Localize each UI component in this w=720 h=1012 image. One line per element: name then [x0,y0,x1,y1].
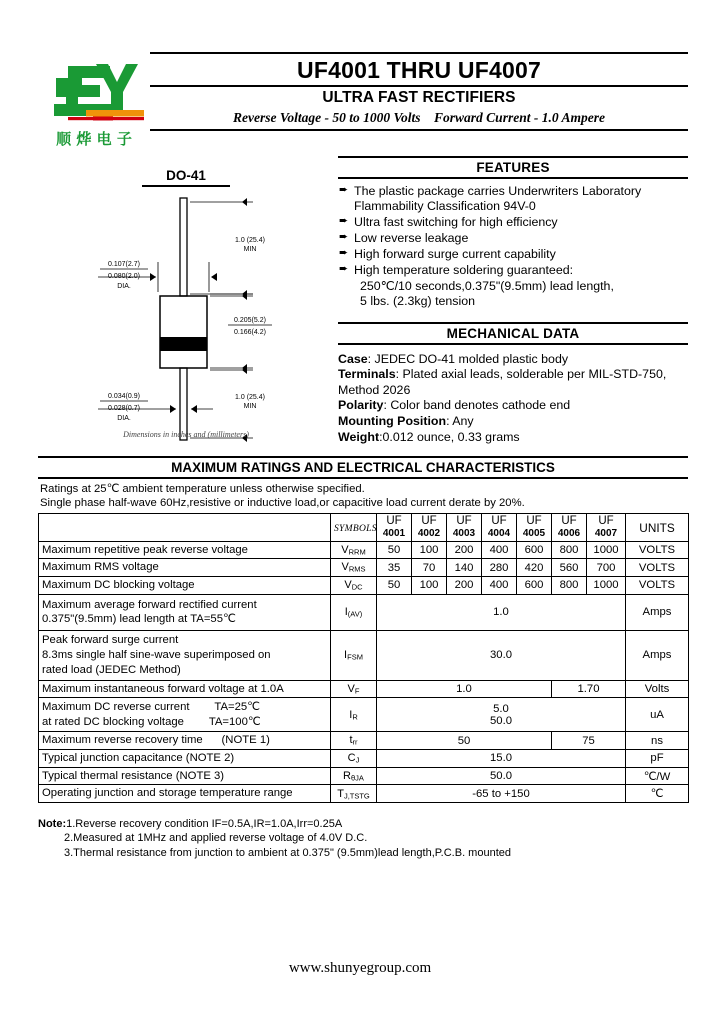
feature-item [338,263,688,278]
row-value: 140 [447,559,482,577]
lead-upper [180,198,187,296]
mechanical-sep: : [367,351,375,366]
row-value: 100 [412,541,447,559]
notes-label: Note: [38,818,67,830]
symbol-sub: θJA [351,773,364,783]
feature-item [338,184,688,215]
mechanical-row-mounting [338,414,688,430]
logo-svg [38,58,150,154]
dim-body-dia-line3: DIA. [117,283,131,290]
row-value: 70 [412,559,447,577]
arrow-bullet-icon: ➨ [339,184,349,196]
feature-text: High forward surge current capability [354,247,556,261]
symbol-sub: rr [352,738,358,748]
page-header [38,52,688,156]
logo-stripe-red-2 [93,117,113,121]
symbol-main: C [347,752,356,765]
row-value: 100 [412,577,447,595]
symbol-sub: RRM [348,547,366,557]
mechanical-row-terminals [338,367,688,398]
row-value: 600 [517,541,552,559]
mechanical-value: Color band denotes cathode end [390,398,571,413]
row-description [39,630,331,680]
logo-chinese-text: 顺 烨 电 子 [56,130,132,148]
feature-continuation-line-1: 250℃/10 seconds,0.375"(9.5mm) lead length, [360,278,614,293]
part-prefix: UF [526,515,542,528]
row-units: ℃ [626,785,689,803]
header-blank-cell [39,514,331,542]
dim-lead-dia-line2: 0.028(0.7) [108,405,140,412]
row-value: 50 [377,577,412,595]
feature-text: Ultra fast switching for high efficiency [354,215,558,230]
mechanical-sep: : [383,398,391,413]
row-units: pF [626,750,689,768]
mechanical-label: Polarity [338,398,384,413]
symbol-sub: RMS [348,565,366,575]
row-value: 600 [517,577,552,595]
row-symbol [331,630,377,680]
part-prefix: UF [491,515,507,528]
mechanical-label: Case [338,351,368,366]
table-row [39,594,689,630]
row-units: VOLTS [626,559,689,577]
mechanical-data-list [338,352,688,446]
row-value-span: 15.0 [377,750,626,768]
note-line-3: 3.Thermal resistance from junction to ambient at 0.375" (9.5mm)lead length,P.C.B. mounted [64,846,511,859]
page-title: UF4001 THRU UF4007 [297,57,541,83]
arrow-bullet-icon: ➨ [339,262,349,275]
mechanical-row-case [338,352,688,368]
row-description-line: Maximum average forward rectified current [42,598,257,611]
mechanical-label: Terminals [338,367,396,382]
part-number: 4001 [382,528,406,540]
logo-stripe-orange-2 [86,114,144,117]
row-description [39,594,331,630]
row-value: 420 [517,559,552,577]
symbol-sub: J,TSTG [343,791,370,801]
table-row [39,577,689,595]
feature-text: The plastic package carries Underwriters Laboratory Flammability Classification 94V-0 [354,184,642,214]
symbol-main: I [344,648,348,661]
dim-lead-top-line2: MIN [243,246,257,253]
feature-text: Low reverse leakage [354,231,469,246]
row-value-stacked-line: 50.0 [490,714,512,727]
row-value: 50 [377,541,412,559]
header-symbols [331,514,377,542]
mechanical-sep: : [379,429,383,444]
row-description-line: rated load (JEDEC Method) [42,663,181,676]
row-symbol [331,594,377,630]
row-symbol [331,732,377,750]
mechanical-heading: MECHANICAL DATA [446,325,580,341]
feature-item [338,247,688,262]
row-value-split-low: 1.0 [377,680,552,698]
mechanical-value: JEDEC DO-41 molded plastic body [374,351,569,366]
part-prefix: UF [561,515,577,528]
features-column [338,156,688,454]
arrow-bullet-icon: ➨ [339,215,349,228]
row-units: Amps [626,630,689,680]
symbol-sub: R [352,712,358,722]
header-part-uf4003 [447,514,482,542]
header-part-uf4002 [412,514,447,542]
row-description: Maximum instantaneous forward voltage at 1.0A [39,680,331,698]
row-symbol [331,785,377,803]
symbol-main: I [349,708,353,721]
do41-outline-drawing [38,184,338,454]
row-symbol [331,577,377,595]
row-value: 800 [552,577,587,595]
row-value-span: 50.0 [377,767,626,785]
row-value-split-low: 50 [377,732,552,750]
row-value: 1000 [587,577,626,595]
feature-text: High temperature soldering guaranteed: [354,262,574,277]
note-line-1 [38,817,678,831]
table-row [39,541,689,559]
dim-lead-top-line1: 1.0 (25.4) [235,237,265,244]
table-row [39,630,689,680]
row-description-line: 8.3ms single half sine-wave superimposed on [42,648,271,661]
row-value: 560 [552,559,587,577]
features-list [338,184,688,278]
row-description: Maximum DC blocking voltage [39,577,331,595]
header-part-uf4006 [552,514,587,542]
row-units: uA [626,698,689,732]
row-units: VOLTS [626,541,689,559]
row-symbol [331,767,377,785]
row-description-line: 0.375"(9.5mm) lead length at TA=55℃ [42,613,236,626]
header-part-uf4001 [377,514,412,542]
symbol-sub: F [354,686,360,696]
logo-stripe-orange-1 [86,110,144,114]
header-titles [150,52,688,156]
table-row [39,559,689,577]
dim-lead-dia-line3: DIA. [117,415,131,422]
symbol-main: t [349,734,353,747]
symbol-main: V [341,543,349,556]
part-number: 4007 [594,528,618,540]
feature-item [338,231,688,246]
row-description-line: at rated DC blocking voltage TA=100℃ [42,715,261,728]
row-value: 1000 [587,541,626,559]
note-text: 1.Reverse recovery condition IF=0.5A,IR=1.0A,Irr=0.25A [66,818,343,830]
row-value-span: 1.0 [377,594,626,630]
part-prefix: UF [386,515,402,528]
row-value-stacked [377,698,626,732]
symbol-main: V [341,561,349,574]
package-drawing-column [38,156,338,454]
header-part-uf4005 [517,514,552,542]
ratings-conditions [38,479,688,513]
row-units: Volts [626,680,689,698]
part-prefix: UF [598,515,614,528]
diode-body [160,296,207,368]
row-description: Maximum repetitive peak reverse voltage [39,541,331,559]
row-value: 35 [377,559,412,577]
ratings-condition-line-1: Ratings at 25℃ ambient temperature unless otherwise specified. [40,483,365,495]
notes-section [38,817,678,860]
row-description [39,698,331,732]
part-prefix: UF [421,515,437,528]
row-value: 800 [552,541,587,559]
mechanical-sep: : [395,367,403,382]
dim-body-dia-line2: 0.080(2.0) [108,273,140,280]
arrow-bullet-icon: ➨ [339,231,349,244]
feature-item [338,215,688,230]
row-value-split-high: 75 [552,732,626,750]
mechanical-value: Any [452,414,474,428]
symbol-main: R [343,769,351,782]
part-number: 4002 [417,528,441,540]
row-symbol [331,698,377,732]
arrow-bullet-icon: ➨ [339,247,349,259]
part-number: 4005 [522,528,546,540]
drawing-caption: Dimensions in inches and (millimeters) [123,430,249,439]
row-value-split-high: 1.70 [552,680,626,698]
row-value-span: -65 to +150 [377,785,626,803]
part-number: 4006 [557,528,581,540]
table-row [39,732,689,750]
mechanical-row-weight [338,430,688,446]
mechanical-label: Mounting Position [338,414,447,428]
package-name-label: DO-41 [166,168,206,183]
row-symbol [331,559,377,577]
mid-section [38,156,688,454]
dim-body-dia-line1: 0.107(2.7) [108,261,140,268]
row-description-line: Peak forward surge current [42,634,179,647]
symbol-main: V [347,682,355,695]
row-value: 200 [447,577,482,595]
row-description: Maximum reverse recovery time (NOTE 1) [39,732,331,750]
header-rule-bottom [150,129,688,131]
table-row [39,698,689,732]
symbol-sub: (AV) [347,609,363,619]
row-units: ℃/W [626,767,689,785]
part-prefix: UF [456,515,472,528]
symbol-main: I [344,605,348,618]
cathode-band [160,337,207,351]
dim-body-len-line2: 0.166(4.2) [234,329,266,336]
part-number: 4003 [452,528,476,540]
company-website[interactable]: www.shunyegroup.com [288,960,432,976]
header-part-uf4004 [482,514,517,542]
ratings-heading: MAXIMUM RATINGS AND ELECTRICAL CHARACTERISTICS [38,456,688,479]
dim-body-len-line1: 0.205(5.2) [234,317,266,324]
mechanical-label: Weight [338,429,380,444]
row-description: Maximum RMS voltage [39,559,331,577]
mechanical-value: 0.012 ounce, 0.33 grams [382,429,520,444]
features-heading: FEATURES [476,160,550,175]
note-line-2: 2.Measured at 1MHz and applied reverse voltage of 4.0V D.C. [64,832,368,845]
table-row [39,680,689,698]
row-value: 280 [482,559,517,577]
ratings-section [38,456,688,803]
mechanical-row-polarity [338,398,688,414]
company-logo [38,58,150,154]
dim-lead-dia-line1: 0.034(0.9) [108,393,140,400]
table-row [39,767,689,785]
dim-lead-bot-line2: MIN [243,403,257,410]
symbol-sub: FSM [347,652,363,662]
row-units: ns [626,732,689,750]
ratings-condition-line-2: Single phase half-wave 60Hz,resistive or inductive load,or capacitive load current derate by 20%. [40,497,525,510]
row-value: 200 [447,541,482,559]
row-value-span: 30.0 [377,630,626,680]
dim-lead-bot-line1: 1.0 (25.4) [235,394,265,401]
table-header-row [39,514,689,542]
row-value-stacked-line: 5.0 [493,702,509,715]
symbol-main: V [344,579,352,592]
row-symbol [331,680,377,698]
table-row [39,750,689,768]
row-symbol [331,541,377,559]
mechanical-rule-bottom [338,343,688,345]
row-description: Typical thermal resistance (NOTE 3) [39,767,331,785]
row-description-line: Maximum DC reverse current TA=25℃ [42,701,260,714]
symbol-sub: DC [351,582,363,592]
page-tagline: Reverse Voltage - 50 to 1000 Volts Forward Current - 1.0 Ampere [233,110,605,126]
footer [0,960,720,977]
row-description: Typical junction capacitance (NOTE 2) [39,750,331,768]
row-units: VOLTS [626,577,689,595]
table-row [39,785,689,803]
feature-continuation-line-2: 5 lbs. (2.3kg) tension [360,294,476,309]
symbols-label: SYMBOLS [334,523,377,534]
symbol-sub: J [355,755,360,765]
row-symbol [331,750,377,768]
header-units: UNITS [626,514,689,542]
row-value: 700 [587,559,626,577]
symbol-main: T [337,787,344,800]
row-units: Amps [626,594,689,630]
ratings-table [38,513,689,803]
features-rule-bottom [338,177,688,179]
page-subtitle: ULTRA FAST RECTIFIERS [322,89,516,107]
header-part-uf4007 [587,514,626,542]
row-value: 400 [482,577,517,595]
row-value: 400 [482,541,517,559]
row-description: Operating junction and storage temperature range [39,785,331,803]
arrow-up-1 [242,198,247,206]
mechanical-sep: : [446,414,453,428]
part-number: 4004 [487,528,511,540]
mechanical-value: Plated axial leads, solderable per MIL-STD-750, Method 2026 [338,367,667,397]
